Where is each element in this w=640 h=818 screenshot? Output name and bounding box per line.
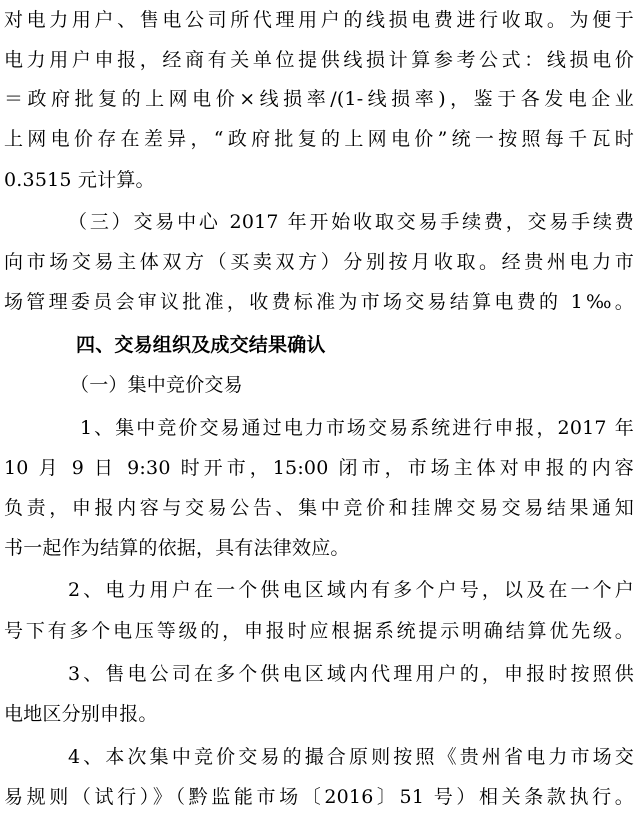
text-line: 向市场交易主体双方（买卖双方）分别按月收取。经贵州电力市 <box>4 251 634 273</box>
text-line: （三）交易中心 2017 年开始收取交易手续费，交易手续费 <box>68 211 634 233</box>
text-line: 场管理委员会审议批准，收费标准为市场交易结算电费的 1‰。 <box>4 291 634 313</box>
text-line: 1、集中竞价交易通过电力市场交易系统进行申报，2017 年 <box>80 417 634 439</box>
text-line: 10 月 9 日 9:30 时开市，15:00 闭市，市场主体对申报的内容 <box>4 457 634 479</box>
text-line: 上网电价存在差异，“政府批复的上网电价”统一按照每千瓦时 <box>4 128 634 150</box>
text-line: 电地区分别申报。 <box>4 703 158 725</box>
text-line: 对电力用户、售电公司所代理用户的线损电费进行收取。为便于 <box>4 9 634 31</box>
subsection-heading: （一）集中竞价交易 <box>70 374 243 396</box>
text-line: ＝政府批复的上网电价×线损率/(1-线损率)，鉴于各发电企业 <box>4 88 634 110</box>
text-line: 易规则（试行）》（黔监能市场〔2016〕51 号）相关条款执行。 <box>4 786 634 808</box>
text-line: 书一起作为结算的依据，具有法律效应。 <box>4 537 350 559</box>
text-line: 4、本次集中竞价交易的撮合原则按照《贵州省电力市场交 <box>68 746 634 768</box>
text-line: 3、售电公司在多个供电区域内代理用户的，申报时按照供 <box>68 663 634 685</box>
section-heading: 四、交易组织及成交结果确认 <box>76 334 326 356</box>
text-line: 2、电力用户在一个供电区域内有多个户号，以及在一个户 <box>68 579 634 601</box>
text-line: 号下有多个电压等级的，申报时应根据系统提示明确结算优先级。 <box>4 620 634 642</box>
text-line: 0.3515 元计算。 <box>4 169 155 191</box>
text-line: 负责，申报内容与交易公告、集中竞价和挂牌交易交易结果通知 <box>4 497 634 519</box>
text-line: 电力用户申报，经商有关单位提供线损计算参考公式：线损电价 <box>4 49 634 71</box>
